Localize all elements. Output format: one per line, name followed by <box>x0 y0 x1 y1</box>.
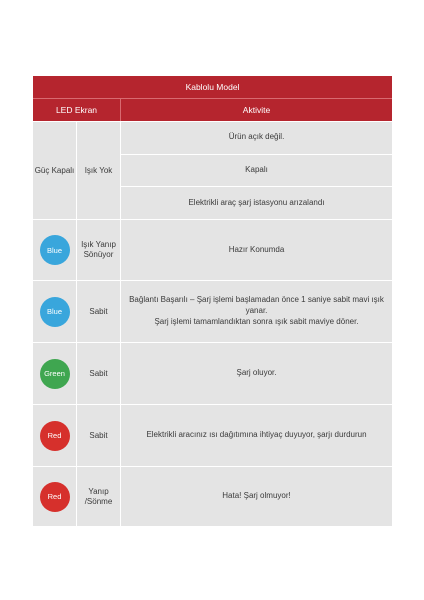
activity-text: Elektrikli aracınız ısı dağıtımına ihtiyaç duyuyor, şarjı durdurun <box>146 430 367 440</box>
red-led-icon: Red <box>40 421 70 451</box>
led-state: Sabit <box>77 281 121 342</box>
table-row <box>33 121 392 219</box>
activity-text: Elektrikli araç şarj istasyonu arızalandı <box>121 186 392 219</box>
activity-cell <box>121 405 392 466</box>
blue-led-icon: Blue <box>40 297 70 327</box>
led-state: Işık Yok <box>77 122 121 219</box>
activity-text: Ürün açık değil. <box>228 132 285 142</box>
led-state: Işık Yanıp Sönüyor <box>77 220 121 280</box>
activity-block <box>121 281 392 342</box>
led-indicator-cell <box>33 343 77 404</box>
table-header <box>33 98 392 121</box>
activity-text: Bağlantı Başarılı – Şarj işlemi başlamadan önce 1 saniye sabit mavi ışık yanar. <box>129 295 384 316</box>
activity-cell <box>121 122 392 219</box>
table-row <box>33 342 392 404</box>
activity-text: Şarj işlemi tamamlandıktan sonra ışık sabit maviye döner. <box>154 316 359 326</box>
led-state: Sabit <box>77 405 121 466</box>
table-title: Kablolu Model <box>33 76 392 98</box>
activity-cell <box>121 467 392 526</box>
led-state: Sabit <box>77 343 121 404</box>
table-row <box>33 404 392 466</box>
activity-text: Hata! Şarj olmuyor! <box>222 491 291 501</box>
activity-text: Kapalı <box>121 154 392 187</box>
led-indicator-cell <box>33 467 77 526</box>
header-led: LED Ekran <box>33 99 121 121</box>
activity-text: Şarj oluyor. <box>236 368 277 378</box>
led-indicator-cell <box>33 281 77 342</box>
green-led-icon: Green <box>40 359 70 389</box>
table-row <box>33 466 392 526</box>
led-status-table <box>33 76 392 526</box>
led-label: Güç Kapalı <box>33 122 77 219</box>
led-indicator-cell <box>33 220 77 280</box>
led-state: Yanıp /Sönme <box>77 467 121 526</box>
red-led-icon: Red <box>40 482 70 512</box>
header-activity: Aktivite <box>242 105 271 115</box>
table-row <box>33 219 392 280</box>
led-indicator-cell <box>33 405 77 466</box>
activity-cell <box>121 343 392 404</box>
activity-cell <box>121 281 392 342</box>
table-row <box>33 280 392 342</box>
blue-led-icon: Blue <box>40 235 70 265</box>
activity-text: Hazır Konumda <box>228 244 285 254</box>
activity-cell <box>121 220 392 280</box>
